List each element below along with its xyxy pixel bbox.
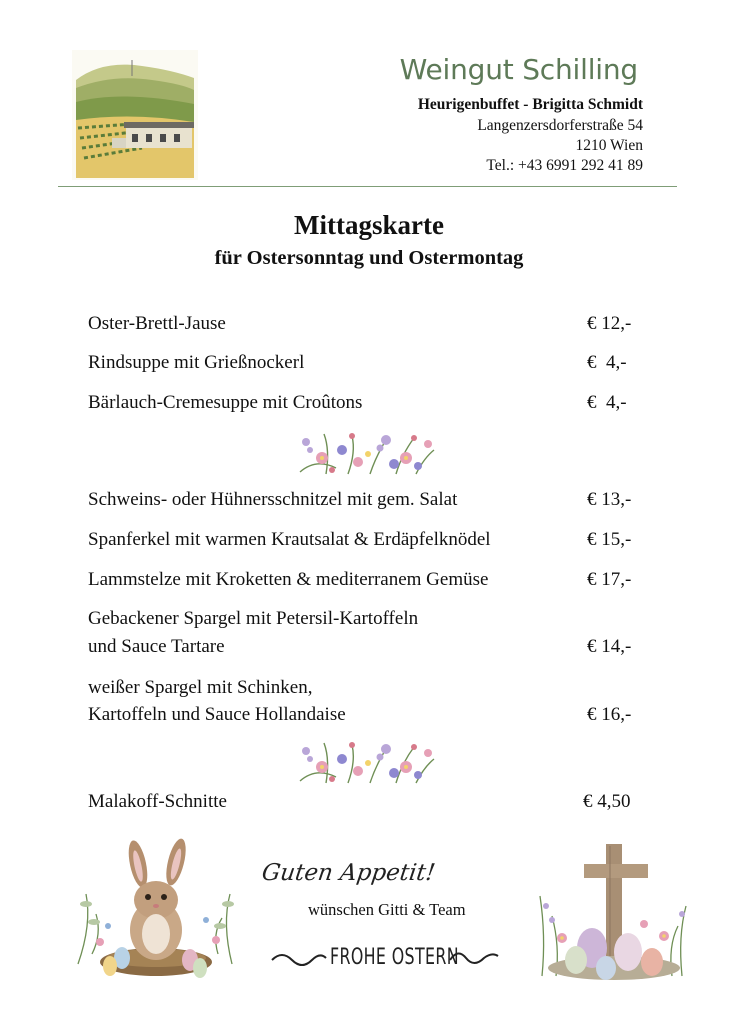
menu-item-price: € 4,50: [583, 791, 631, 812]
menu-item-price: € 15,-: [587, 529, 632, 550]
flower-divider-icon: [296, 737, 438, 785]
menu-item-price: € 17,-: [587, 569, 632, 590]
page-subtitle: für Ostersonntag und Ostermontag: [214, 247, 524, 269]
menu-item-name-line1: weißer Spargel mit Schinken,: [88, 677, 313, 698]
menu-item-price: € 14,-: [587, 636, 632, 657]
menu-item-price: € 13,-: [587, 489, 632, 510]
easter-cross-illustration: [532, 836, 694, 988]
menu-item-price: € 4,-: [587, 352, 627, 373]
guten-appetit-text: Guten Appetit!: [260, 860, 437, 886]
menu-item-name: Rindsuppe mit Grießnockerl: [88, 352, 305, 373]
header-divider: [58, 186, 677, 187]
menu-item-price: € 16,-: [587, 704, 632, 725]
header-street: Langenzersdorferstraße 54: [477, 117, 643, 134]
menu-item-name-line2: und Sauce Tartare: [88, 636, 225, 657]
flower-divider-icon: [296, 428, 438, 476]
header-city: 1210 Wien: [575, 137, 643, 154]
menu-item-name-line2: Kartoffeln und Sauce Hollandaise: [88, 704, 346, 725]
brand-name: Weingut Schilling: [399, 53, 638, 86]
header-subtitle: Heurigenbuffet - Brigitta Schmidt: [417, 96, 643, 113]
page-title: Mittagskarte: [294, 210, 444, 240]
menu-item-name: Spanferkel mit warmen Krautsalat & Erdäpfelknödel: [88, 529, 491, 550]
menu-item-name: Bärlauch-Cremesuppe mit Croûtons: [88, 392, 363, 413]
menu-item-name: Oster-Brettl-Jause: [88, 313, 226, 334]
vineyard-illustration: [72, 50, 198, 180]
menu-item-price: € 4,-: [587, 392, 627, 413]
menu-item-name: Schweins- oder Hühnersschnitzel mit gem. Salat: [88, 489, 458, 510]
menu-item-price: € 12,-: [587, 313, 632, 334]
menu-item-name: Lammstelze mit Kroketten & mediterranem Gemüse: [88, 569, 489, 590]
header-phone: Tel.: +43 6991 292 41 89: [486, 157, 643, 174]
frohe-ostern-text: FROHE OSTERN: [330, 945, 459, 970]
bunny-illustration: [72, 834, 240, 986]
menu-item-name: Malakoff-Schnitte: [88, 791, 227, 812]
menu-item-name-line1: Gebackener Spargel mit Petersil-Kartoffeln: [88, 608, 419, 629]
wishes-text: wünschen Gitti & Team: [308, 900, 466, 919]
